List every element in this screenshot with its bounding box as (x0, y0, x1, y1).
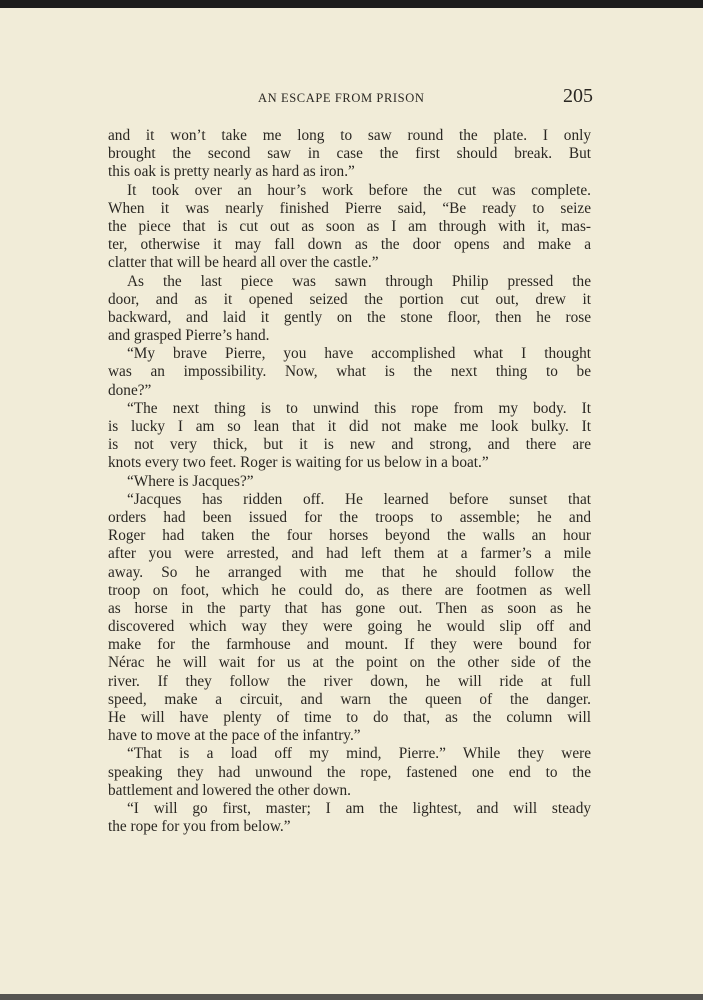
running-header (108, 85, 593, 111)
bottom-edge-rule (0, 994, 703, 1000)
text-line: “That is a load off my mind, Pierre.” While they were (127, 745, 591, 763)
text-line: orders had been issued for the troops to assemble; he and (108, 508, 591, 526)
page-number: 205 (563, 85, 593, 107)
text-line: As the last piece was sawn through Philip pressed the (127, 272, 591, 290)
text-line: make for the farmhouse and mount. If they were bound for (108, 636, 591, 654)
text-line: and it won’t take me long to saw round the plate. I only (108, 127, 591, 144)
text-line: “I will go first, master; I am the lightest, and will steady (127, 799, 591, 817)
text-line: is lucky I am so lean that it did not make me look bulky. It (108, 418, 591, 435)
text-line: “My brave Pierre, you have accomplished what I thought (127, 345, 591, 363)
text-line: knots every two feet. Roger is waiting for us below in a boat.” (108, 454, 489, 472)
text-line: done?” (108, 381, 152, 399)
text-line: the rope for you from below.” (108, 818, 291, 836)
text-line: troop on foot, which he could do, as there are footmen as well (108, 581, 591, 599)
text-line: after you were arrested, and had left them at a farmer’s a mile (108, 545, 591, 563)
text-line: “The next thing is to unwind this rope from my body. It (127, 399, 591, 417)
text-line: Nérac he will wait for us at the point on the other side of the (108, 654, 591, 672)
text-line: clatter that will be heard all over the castle.” (108, 254, 379, 272)
top-edge-rule (0, 0, 703, 8)
text-line: have to move at the pace of the infantry.” (108, 727, 361, 745)
text-line: “Where is Jacques?” (127, 472, 254, 490)
text-line: door, and as it opened seized the portion cut out, drew it (108, 290, 591, 308)
text-line: was an impossibility. Now, what is the next thing to be (108, 363, 591, 381)
text-line: “Jacques has ridden off. He learned before sunset that (127, 490, 591, 508)
text-line: It took over an hour’s work before the cut was complete. (127, 181, 591, 199)
text-line: Roger had taken the four horses beyond the walls an hour (108, 527, 591, 545)
text-line: ter, otherwise it may fall down as the door opens and make a (108, 236, 591, 254)
text-line: and grasped Pierre’s hand. (108, 327, 270, 345)
text-line: the piece that is cut out as soon as I am through with it, mas- (108, 217, 591, 235)
text-line: brought the second saw in case the first should break. But (108, 145, 591, 163)
text-line: When it was nearly finished Pierre said, “Be ready to seize (108, 199, 591, 217)
text-line: as horse in the party that has gone out. Then as soon as he (108, 599, 591, 617)
text-line: away. So he arranged with me that he should follow the (108, 563, 591, 581)
text-line: speaking they had unwound the rope, fastened one end to the (108, 763, 591, 781)
text-line: river. If they follow the river down, he will ride at full (108, 672, 591, 690)
text-line: speed, make a circuit, and warn the queen of the danger. (108, 690, 591, 708)
text-line: backward, and laid it gently on the stone floor, then he rose (108, 308, 591, 326)
body-text (108, 127, 591, 836)
text-line: is not very thick, but it is new and strong, and there are (108, 436, 591, 454)
text-line: this oak is pretty nearly as hard as iron.” (108, 163, 355, 181)
text-line: He will have plenty of time to do that, as the column will (108, 709, 591, 726)
text-line: discovered which way they were going he would slip off and (108, 618, 591, 636)
running-title: AN ESCAPE FROM PRISON (258, 91, 425, 105)
text-line: battlement and lowered the other down. (108, 781, 351, 799)
